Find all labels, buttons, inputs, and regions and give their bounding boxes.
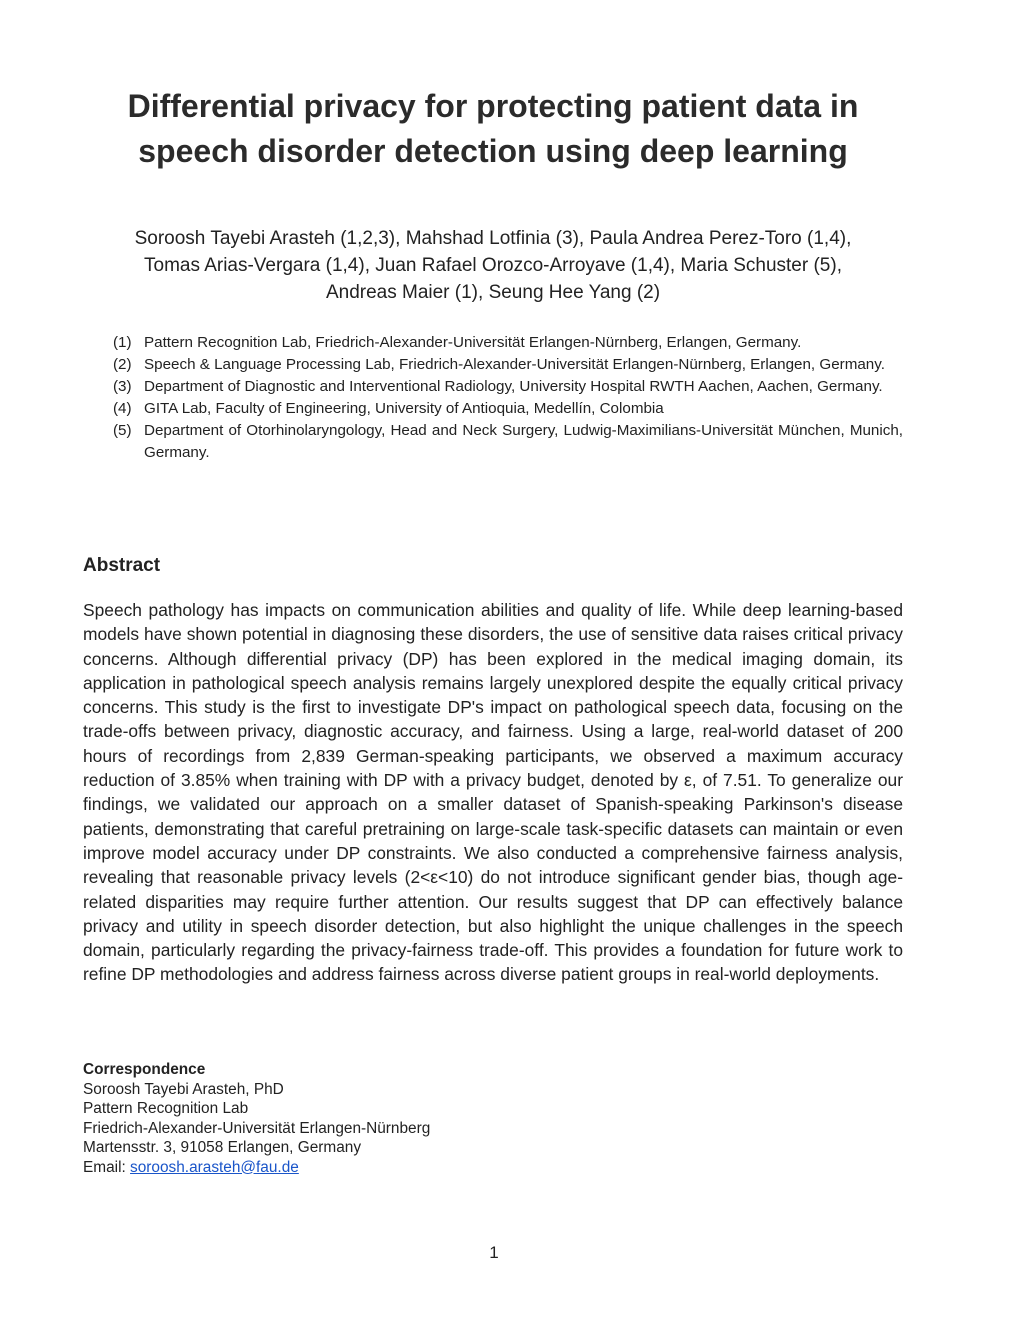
affiliation-number: (1) bbox=[113, 334, 132, 351]
affiliation-number: (3) bbox=[113, 378, 132, 395]
affiliation-number: (2) bbox=[113, 356, 132, 373]
affiliation-number: (4) bbox=[113, 400, 132, 417]
correspondence-lab: Pattern Recognition Lab bbox=[83, 1100, 249, 1117]
author-line-2: Tomas Arias-Vergara (1,4), Juan Rafael Orozco-Arroyave (1,4), Maria Schuster (5), bbox=[144, 255, 842, 276]
affiliation-item bbox=[113, 376, 903, 398]
affiliation-item bbox=[113, 398, 903, 420]
affiliation-text: Department of Otorhinolaryngology, Head and Neck Surgery, Ludwig-Maximilians-Universität München, Munich, Germany. bbox=[144, 422, 903, 461]
affiliation-text: Pattern Recognition Lab, Friedrich-Alexander-Universität Erlangen-Nürnberg, Erlangen, Germany. bbox=[144, 334, 802, 351]
correspondence-address: Martensstr. 3, 91058 Erlangen, Germany bbox=[83, 1139, 362, 1156]
page-number: 1 bbox=[489, 1243, 499, 1262]
author-list bbox=[83, 225, 903, 306]
author-line-1: Soroosh Tayebi Arasteh (1,2,3), Mahshad Lotfinia (3), Paula Andrea Perez-Toro (1,4), bbox=[134, 228, 852, 249]
affiliation-text: GITA Lab, Faculty of Engineering, University of Antioquia, Medellín, Colombia bbox=[144, 400, 664, 417]
abstract-heading: Abstract bbox=[83, 555, 161, 576]
affiliation-item bbox=[113, 420, 903, 464]
correspondence-name: Soroosh Tayebi Arasteh, PhD bbox=[83, 1080, 284, 1098]
affiliation-text: Department of Diagnostic and Interventional Radiology, University Hospital RWTH Aachen, Aachen, Germany. bbox=[144, 378, 883, 395]
correspondence-email-row bbox=[83, 1158, 430, 1178]
affiliation-number: (5) bbox=[113, 422, 132, 439]
affiliation-item bbox=[113, 354, 903, 376]
affiliation-list bbox=[113, 332, 903, 464]
affiliation-item bbox=[113, 332, 903, 354]
abstract-body: Speech pathology has impacts on communication abilities and quality of life. While deep learning-based models have shown potential in diagnosing these disorders, the use of sensitive data raises critical privacy concerns. Although differential privacy (DP) has been explored in the medical imaging domain, its application in pathological speech analysis remains largely unexplored despite the equally critical privacy concerns. This study is the first to investigate DP's impact on pathological speech data, focusing on the trade-offs between privacy, diagnostic accuracy, and fairness. Using a large, real-world dataset of 200 hours of recordings from 2,839 German-speaking participants, we observed a maximum accuracy reduction of 3.85% when training with DP with a privacy budget, denoted by ε, of 7.51. To generalize our findings, we validated our approach on a smaller dataset of Spanish-speaking Parkinson's disease patients, demonstrating that careful pretraining on large-scale task-specific datasets can maintain or even improve model accuracy under DP constraints. We also conducted a comprehensive fairness analysis, revealing that reasonable privacy levels (2<ε<10) do not introduce significant gender bias, though age-related disparities may require further attention. Our results suggest that DP can effectively balance privacy and utility in speech disorder detection, but also highlight the unique challenges in the speech domain, particularly regarding the privacy-fairness trade-off. This provides a foundation for future work to refine DP methodologies and address fairness across diverse patient groups in real-world deployments. bbox=[83, 600, 903, 985]
correspondence-block bbox=[83, 1060, 430, 1177]
correspondence-heading: Correspondence bbox=[83, 1061, 206, 1078]
affiliation-text: Speech & Language Processing Lab, Friedrich-Alexander-Universität Erlangen-Nürnberg, Erlangen, Germany. bbox=[144, 356, 885, 373]
paper-title bbox=[83, 84, 903, 174]
correspondence-university: Friedrich-Alexander-Universität Erlangen-Nürnberg bbox=[83, 1119, 431, 1137]
title-line-2: speech disorder detection using deep learning bbox=[138, 133, 848, 169]
email-label: Email: bbox=[83, 1158, 131, 1176]
email-link[interactable]: soroosh.arasteh@fau.de bbox=[130, 1158, 299, 1176]
author-line-3: Andreas Maier (1), Seung Hee Yang (2) bbox=[325, 282, 661, 303]
title-line-1: Differential privacy for protecting patient data in bbox=[127, 88, 859, 124]
